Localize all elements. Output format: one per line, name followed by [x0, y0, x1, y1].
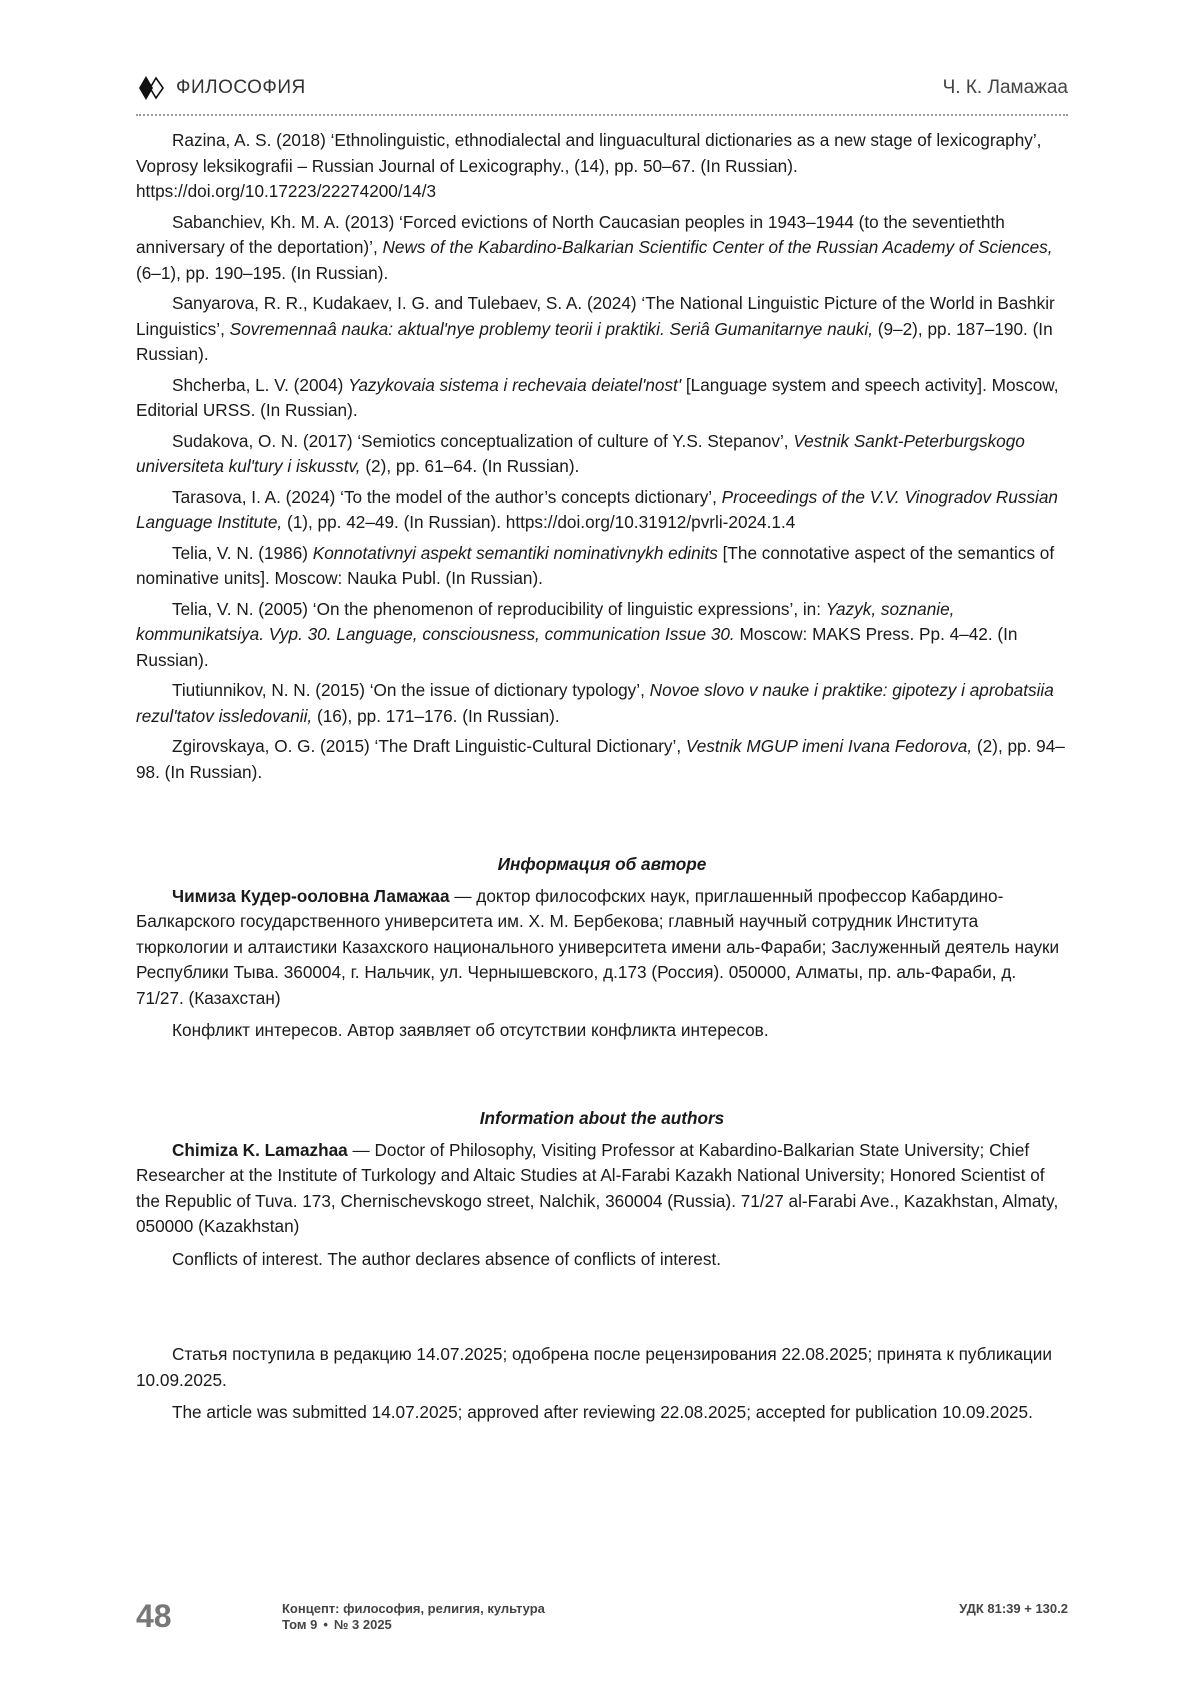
- header-author: Ч. К. Ламажаа: [942, 77, 1068, 98]
- reference-item: Razina, A. S. (2018) ‘Ethnolinguistic, ethnodialectal and linguacultural dictionaries as a new stage of lexicography’, Voprosy leksikografii – Russian Journal of Lexicography., (14), pp. 50–67. (In Russian). https://doi.org/10.17223/22274200/14/3: [136, 130, 1042, 201]
- running-header: [136, 72, 1068, 106]
- journal-info: [282, 1601, 545, 1633]
- reference-item: Telia, V. N. (1986) Konnotativnyi aspekt semantiki nominativnykh edinits [The connotative aspect of the semantics of nominative units]. Moscow: Nauka Publ. (In Russian).: [136, 542, 1055, 588]
- author-info-ru: [136, 852, 1068, 1051]
- conflict-statement-ru: Конфликт интересов. Автор заявляет об отсутствии конфликта интересов.: [172, 1020, 769, 1040]
- reference-item: Zgirovskaya, O. G. (2015) ‘The Draft Linguistic-Cultural Dictionary’, Vestnik MGUP imeni Ivana Fedorova, (2), pp. 94–98. (In Russian).: [136, 736, 1065, 782]
- section-title: ФИЛОСОФИЯ: [176, 77, 306, 98]
- author-info-en: [136, 1106, 1068, 1279]
- dates-ru: Статья поступила в редакцию 14.07.2025; одобрена после рецензирования 22.08.2025; принята к публикации 10.09.2025.: [136, 1344, 1052, 1390]
- submission-dates: [136, 1342, 1068, 1433]
- diamond-logo-icon: [138, 75, 166, 101]
- reference-item: Sabanchiev, Kh. M. A. (2013) ‘Forced evictions of North Caucasian peoples in 1943–1944 (to the seventiethth anniversary of the deportation)’, News of the Kabardino-Balkarian Scientific Center of the Russian Academy of Sciences, (6–1), pp. 190–195. (In Russian).: [136, 211, 1053, 283]
- page-number: 48: [136, 1598, 172, 1634]
- reference-item: Sanyarova, R. R., Kudakaev, I. G. and Tulebaev, S. A. (2024) ‘The National Linguistic Picture of the World in Bashkir Linguistics’, Sovremennaâ nauka: aktual'nye problemy teorii i praktiki. Seriâ Gumanitarnye nauki, (9–2), pp. 187–190. (In Russian).: [136, 293, 1055, 364]
- header-divider: [136, 114, 1068, 116]
- reference-item: Tarasova, I. A. (2024) ‘To the model of the author’s concepts dictionary’, Proceedings of the V.V. Vinogradov Russian Language Institute, (1), pp. 42–49. (In Russian). https://doi.org/10.31912/pvrli-2024.1.4: [136, 486, 1058, 532]
- reference-item: Shcherba, L. V. (2004) Yazykovaia sistema i rechevaia deiatel'nost' [Language system and speech activity]. Moscow, Editorial URSS. (In Russian).: [136, 374, 1059, 420]
- author-info-ru-title: Информация об авторе: [497, 854, 707, 874]
- author-bio-en: Chimiza K. Lamazhaa — Doctor of Philosophy, Visiting Professor at Kabardino-Balkarian State University; Chief Researcher at the Institute of Turkology and Altaic Studies at Al-Farabi Kazakh National University; Honored Scientist of the Republic of Tuva. 173, Chernischevskogo street, Nalchik, 360004 (Russia). 71/27 al-Farabi Ave., Kazakhstan, Almaty, 050000 (Kazakhstan): [136, 1139, 1059, 1236]
- reference-item: Telia, V. N. (2005) ‘On the phenomenon of reproducibility of linguistic expressions’, in: Yazyk, soznanie, kommunikatsiya. Vyp. 30. Language, consciousness, communication Issue 30. Moscow: MAKS Press. Pp. 4–42. (In Russian).: [136, 598, 1018, 670]
- author-name-ru: Чимиза Кудер-ооловна Ламажаа: [172, 885, 450, 906]
- author-info-en-title: Information about the authors: [479, 1108, 725, 1128]
- udc-code: УДК 81:39 + 130.2: [959, 1601, 1068, 1616]
- author-bio-ru: Чимиза Кудер-ооловна Ламажаа — доктор философских наук, приглашенный профессор Кабардино-Балкарского государственного университета им. Х. М. Бербекова; главный научный сотрудник Института тюркологии и алтаистики Казахского национального университета имени аль-Фараби; Заслуженный деятель науки Республики Тыва. 360004, г. Нальчик, ул. Чернышевского, д.173 (Россия). 050000, Алматы, пр. аль-Фараби, д. 71/27. (Казахстан): [136, 885, 1060, 1008]
- journal-issue: Том 9 • № 3 2025: [282, 1617, 392, 1632]
- reference-list: [136, 128, 1068, 790]
- reference-item: Tiutiunnikov, N. N. (2015) ‘On the issue of dictionary typology’, Novoe slovo v nauke i praktike: gipotezy i aprobatsiia rezul'tatov issledovanii, (16), pp. 171–176. (In Russian).: [136, 680, 1054, 726]
- conflict-statement-en: Conflicts of interest. The author declares absence of conflicts of interest.: [172, 1248, 722, 1269]
- page-footer: [136, 1598, 1068, 1638]
- author-name-en: Chimiza K. Lamazhaa: [172, 1139, 348, 1160]
- journal-title: Концепт: философия, религия, культура: [282, 1601, 545, 1616]
- dates-en: The article was submitted 14.07.2025; approved after reviewing 22.08.2025; accepted for publication 10.09.2025.: [172, 1402, 1033, 1422]
- reference-item: Sudakova, O. N. (2017) ‘Semiotics conceptualization of culture of Y.S. Stepanov’, Vestnik Sankt-Peterburgskogo universiteta kul'tury i iskusstv, (2), pp. 61–64. (In Russian).: [136, 430, 1025, 476]
